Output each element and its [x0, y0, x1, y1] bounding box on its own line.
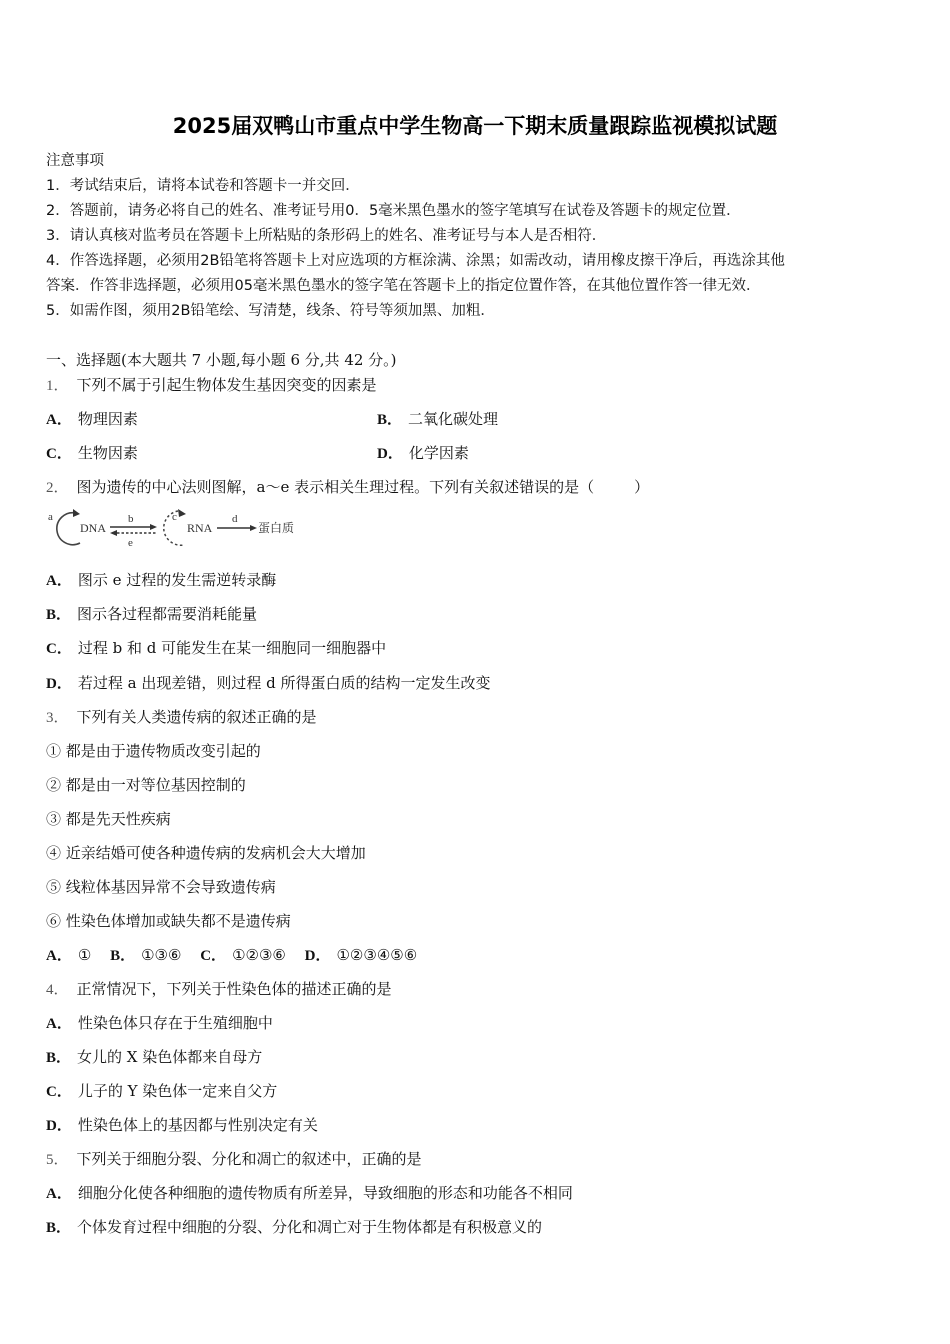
q3-statement-2: ② 都是由一对等位基因控制的	[46, 776, 246, 794]
option-text: 儿子的 Y 染色体一定来自父方	[77, 1082, 278, 1100]
question-number: 5．	[46, 1152, 69, 1168]
question-4	[46, 979, 392, 1000]
q3-statement-5: ⑤ 线粒体基因异常不会导致遗传病	[46, 878, 276, 896]
option-text: 性染色体上的基因都与性别决定有关	[77, 1116, 318, 1134]
option-text: 二氧化碳处理	[408, 410, 499, 428]
question-stem: 下列不属于引起生物体发生基因突变的因素是	[76, 376, 377, 394]
question-stem: 正常情况下，下列关于性染色体的描述正确的是	[76, 980, 392, 998]
q1-option-a	[46, 409, 138, 430]
section-heading: 一、选择题(本大题共 7 小题,每小题 6 分,共 42 分。)	[46, 351, 397, 369]
question-number: 1．	[46, 378, 69, 394]
question-number: 3．	[46, 710, 69, 726]
q2-option-d	[46, 673, 490, 694]
option-label: C．	[200, 948, 227, 964]
q3-statement-4: ④ 近亲结婚可使各种遗传病的发病机会大大增加	[46, 844, 366, 862]
option-label: C．	[46, 641, 72, 657]
notice-item-4-cont: 答案．作答非选择题，必须用05毫米黑色墨水的签字笔在答题卡上的指定位置作答，在其他位置作答一律无效．	[46, 278, 761, 294]
option-text: ①②③⑥	[232, 946, 286, 964]
option-label: A．	[46, 948, 72, 964]
q3-statement-3: ③ 都是先天性疾病	[46, 810, 171, 828]
option-text: 过程 b 和 d 可能发生在某一细胞同一细胞器中	[77, 639, 387, 657]
q3-statement-6: ⑥ 性染色体增加或缺失都不是遗传病	[46, 912, 291, 930]
question-2	[46, 477, 649, 498]
notice-item-3: 3．请认真核对监考员在答题卡上所粘贴的条形码上的姓名、准考证号与本人是否相符．	[46, 228, 607, 244]
option-label: A．	[46, 1186, 72, 1202]
notice-heading: 注意事项	[46, 153, 104, 169]
central-dogma-diagram	[44, 505, 314, 553]
notice-item-2: 2．答题前，请务必将自己的姓名、准考证号用0．5毫米黑色墨水的签字笔填写在试卷及答题卡的规定位置．	[46, 203, 741, 219]
option-text: 若过程 a 出现差错，则过程 d 所得蛋白质的结构一定发生改变	[77, 674, 491, 692]
option-text: ①	[77, 946, 92, 964]
q1-option-d	[377, 443, 469, 464]
question-stem: 下列关于细胞分裂、分化和凋亡的叙述中，正确的是	[76, 1150, 422, 1168]
node-rna: RNA	[187, 521, 213, 535]
question-1	[46, 375, 377, 396]
q4-option-a	[46, 1013, 273, 1034]
option-label: D．	[377, 446, 403, 462]
option-label: B．	[377, 412, 403, 428]
option-label: B．	[110, 948, 136, 964]
option-label: D．	[46, 676, 72, 692]
q5-option-a	[46, 1183, 573, 1204]
q3-options	[46, 945, 417, 966]
q1-option-c	[46, 443, 138, 464]
notice-item-1: 1．考试结束后，请将本试卷和答题卡一并交回．	[46, 178, 360, 194]
question-5	[46, 1149, 422, 1170]
option-text: 生物因素	[77, 444, 138, 462]
option-text: 化学因素	[408, 444, 469, 462]
option-text: ①②③④⑤⑥	[336, 946, 418, 964]
arrow-head-d	[250, 525, 257, 531]
option-text: 图示 e 过程的发生需逆转录酶	[77, 571, 277, 589]
option-label: B．	[46, 1220, 72, 1236]
q3-statement-1: ① 都是由于遗传物质改变引起的	[46, 742, 261, 760]
label-e: e	[128, 537, 133, 549]
question-3	[46, 707, 317, 728]
q2-option-b	[46, 604, 257, 625]
q5-option-b	[46, 1217, 542, 1238]
arrow-head-a	[73, 509, 80, 517]
label-a: a	[48, 511, 53, 523]
node-dna: DNA	[80, 521, 106, 535]
option-text: 细胞分化使各种细胞的遗传物质有所差异，导致细胞的形态和功能各不相同	[77, 1184, 573, 1202]
option-label: D．	[304, 948, 331, 964]
notice-item-5: 5．如需作图，须用2B铅笔绘、写清楚，线条、符号等须加黑、加粗．	[46, 303, 495, 319]
option-text: 个体发育过程中细胞的分裂、分化和凋亡对于生物体都是有积极意义的	[77, 1218, 543, 1236]
question-number: 2．	[46, 480, 69, 496]
page-title: 2025届双鸭山市重点中学生物高一下期末质量跟踪监视模拟试题	[172, 114, 778, 138]
option-text: ①③⑥	[141, 946, 182, 964]
q2-option-c	[46, 638, 386, 659]
q4-option-d	[46, 1115, 318, 1136]
label-b: b	[128, 513, 134, 525]
option-label: C．	[46, 1084, 72, 1100]
arrow-head-c	[178, 509, 186, 517]
label-d: d	[232, 513, 238, 525]
option-text: 图示各过程都需要消耗能量	[77, 605, 258, 623]
arrow-head-e	[110, 530, 117, 536]
replication-loop	[57, 513, 80, 545]
option-label: B．	[46, 607, 72, 623]
option-label: D．	[46, 1118, 72, 1134]
question-stem: 图为遗传的中心法则图解，a～e 表示相关生理过程。下列有关叙述错误的是（	[76, 478, 595, 496]
q4-option-c	[46, 1081, 277, 1102]
option-text: 女儿的 X 染色体都来自母方	[77, 1048, 263, 1066]
option-label: C．	[46, 446, 72, 462]
option-label: B．	[46, 1050, 72, 1066]
node-protein: 蛋白质	[258, 521, 295, 535]
option-text: 性染色体只存在于生殖细胞中	[77, 1014, 273, 1032]
option-text: 物理因素	[77, 410, 138, 428]
question-stem-end: ）	[634, 478, 650, 496]
q1-option-b	[377, 409, 498, 430]
option-label: A．	[46, 573, 72, 589]
q4-option-b	[46, 1047, 262, 1068]
notice-item-4: 4．作答选择题，必须用2B铅笔将答题卡上对应选项的方框涂满、涂黑；如需改动，请用橡皮擦干净后，再选涂其他	[46, 253, 785, 269]
q2-option-a	[46, 570, 276, 591]
option-label: A．	[46, 412, 72, 428]
label-c: c	[172, 511, 177, 523]
question-stem: 下列有关人类遗传病的叙述正确的是	[76, 708, 317, 726]
arrow-head-b	[150, 524, 157, 530]
question-number: 4．	[46, 982, 69, 998]
option-label: A．	[46, 1016, 72, 1032]
